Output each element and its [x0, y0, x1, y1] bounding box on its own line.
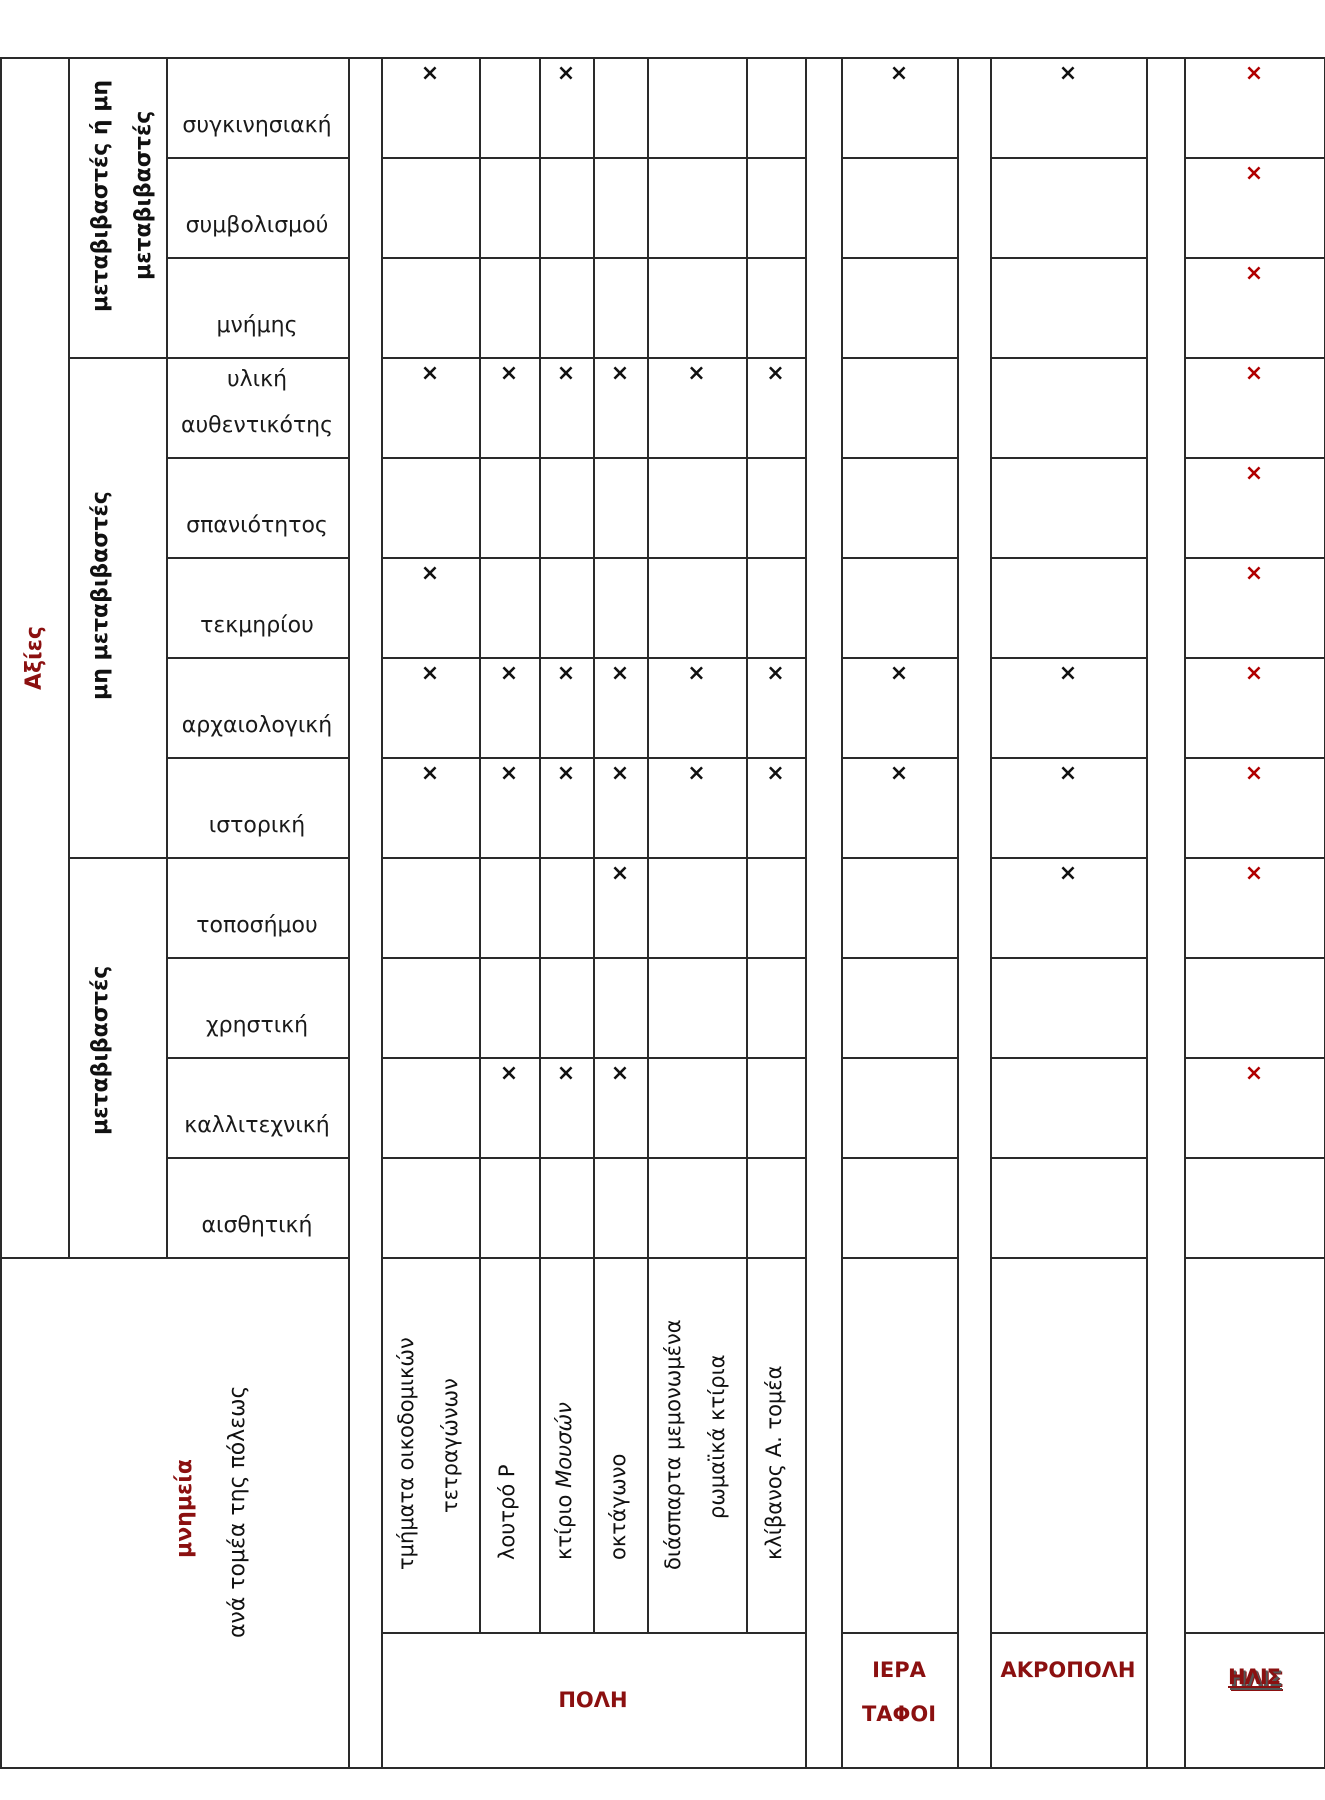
check-mark-icon: × — [1058, 861, 1078, 886]
value-row-label: σπανιότητος — [186, 513, 328, 538]
table-border-line — [166, 257, 348, 259]
check-mark-icon: × — [1058, 61, 1078, 86]
table-border-line — [990, 557, 1146, 559]
table-border-line — [1184, 1632, 1324, 1634]
value-row-label: συμβολισμού — [185, 213, 329, 238]
table-border-line — [841, 657, 957, 659]
group-label-transferable-or-not-line2: μεταβιβαστές — [131, 110, 156, 280]
axis-label-values: Αξίες — [22, 626, 47, 690]
table-border-line — [593, 57, 595, 1632]
check-mark-icon: × — [1244, 461, 1264, 486]
table-border-line — [1184, 57, 1186, 1767]
table-border-line — [166, 557, 348, 559]
check-mark-icon: × — [499, 361, 519, 386]
table-border-line — [990, 457, 1146, 459]
table-border-line — [1184, 1057, 1324, 1059]
table-border-line — [68, 57, 70, 1257]
check-mark-icon: × — [889, 661, 909, 686]
check-mark-icon: × — [420, 61, 440, 86]
check-mark-icon: × — [1244, 561, 1264, 586]
table-border-line — [381, 57, 383, 1767]
monument-name-text: οκτάγωνο — [606, 1453, 630, 1560]
monument-name-label — [762, 1366, 786, 1561]
monument-name-label — [661, 1319, 685, 1570]
monument-name-text: κτίριο — [552, 1487, 576, 1560]
value-row-label: ιστορική — [208, 813, 306, 838]
monument-name-text: διάσπαρτα μεμονωμένα — [660, 1319, 685, 1570]
table-border-line — [1184, 657, 1324, 659]
check-mark-icon: × — [1244, 61, 1264, 86]
table-border-line — [1184, 757, 1324, 759]
check-mark-icon: × — [420, 661, 440, 686]
monument-name-label — [495, 1464, 519, 1560]
value-row-label: χρηστική — [205, 1013, 309, 1038]
table-border-line — [841, 257, 957, 259]
check-mark-icon: × — [1244, 1061, 1264, 1086]
table-border-line — [990, 57, 992, 1767]
check-mark-icon: × — [499, 761, 519, 786]
check-mark-icon: × — [687, 661, 706, 686]
value-row-label-line1: υλική — [226, 367, 288, 392]
check-mark-icon: × — [420, 561, 440, 586]
table-border-line — [0, 1257, 348, 1259]
check-mark-icon: × — [687, 361, 706, 386]
check-mark-icon: × — [1058, 661, 1078, 686]
monuments-header-title: μνημεία — [172, 1459, 197, 1558]
table-border-line — [841, 857, 957, 859]
check-mark-icon: × — [889, 761, 909, 786]
value-row-label: αισθητική — [201, 1213, 313, 1238]
table-border-line — [1184, 457, 1324, 459]
check-mark-icon: × — [499, 661, 519, 686]
table-border-line — [166, 1157, 348, 1159]
table-border-line — [990, 857, 1146, 859]
table-border-line — [841, 557, 957, 559]
table-border-line — [348, 57, 1324, 59]
region-label-poli: ΠΟΛΗ — [558, 1688, 628, 1712]
table-border-line — [990, 157, 1146, 159]
table-border-line — [990, 357, 1146, 359]
value-row-label: μνήμης — [216, 313, 298, 338]
table-border-line — [0, 57, 349, 59]
check-mark-icon: × — [610, 1061, 630, 1086]
group-label-transferable-or-not-line1: μεταβιβαστές ή μη — [88, 79, 113, 312]
table-border-line — [990, 757, 1146, 759]
table-border-line — [841, 457, 957, 459]
table-border-line — [1184, 1257, 1324, 1259]
region-label-ilis: ΗΛΙΣ — [1228, 1665, 1280, 1689]
table-border-line — [539, 57, 541, 1632]
table-border-line — [166, 957, 348, 959]
check-mark-icon: × — [610, 361, 630, 386]
value-row-label: καλλιτεχνική — [184, 1113, 330, 1138]
monument-name-text: λουτρό Ρ — [495, 1464, 519, 1560]
table-border-line — [1184, 857, 1324, 859]
table-border-line — [166, 857, 348, 859]
check-mark-icon: × — [1058, 761, 1078, 786]
table-border-line — [746, 57, 748, 1632]
check-mark-icon: × — [556, 1061, 576, 1086]
monument-name-italic: Μουσών — [552, 1402, 576, 1488]
table-border-line — [1146, 57, 1148, 1767]
table-border-line — [805, 57, 807, 1767]
table-border-line — [990, 1257, 1146, 1259]
table-border-line — [647, 57, 649, 1632]
check-mark-icon: × — [766, 361, 785, 386]
table-border-line — [1184, 957, 1324, 959]
table-border-line — [841, 1057, 957, 1059]
check-mark-icon: × — [1244, 661, 1264, 686]
check-mark-icon: × — [420, 761, 440, 786]
check-mark-icon: × — [1244, 261, 1264, 286]
monument-name-text: τμήματα οικοδομικών — [394, 1337, 418, 1570]
table-border-line — [348, 57, 350, 1767]
region-label-iera-line2: ΤΑΦΟΙ — [861, 1702, 937, 1726]
table-border-line — [1184, 557, 1324, 559]
region-label-iera-line1: ΙΕΡΑ — [872, 1658, 926, 1682]
check-mark-icon: × — [556, 61, 576, 86]
table-border-line — [990, 1157, 1146, 1159]
monument-name-text: ρωμαϊκά κτίρια — [704, 1354, 729, 1519]
monument-name-label — [606, 1454, 630, 1560]
check-mark-icon: × — [556, 661, 576, 686]
check-mark-icon: × — [499, 1061, 519, 1086]
table-border-line — [479, 57, 481, 1632]
table-border-line — [841, 357, 957, 359]
table-border-line — [381, 1632, 805, 1634]
table-border-line — [841, 57, 843, 1767]
monument-name-text: τετραγώνων — [438, 1378, 462, 1513]
check-mark-icon: × — [1244, 761, 1264, 786]
table-border-line — [166, 657, 348, 659]
group-label-transferable: μεταβιβαστές — [88, 965, 113, 1135]
table-border-line — [166, 157, 348, 159]
monument-name-label — [705, 1354, 729, 1519]
table-border-line — [841, 757, 957, 759]
table-border-line — [166, 757, 348, 759]
check-mark-icon: × — [766, 661, 785, 686]
table-border-line — [0, 1767, 1325, 1769]
value-row-label: αρχαιολογική — [181, 713, 333, 738]
group-label-non-transferable: μη μεταβιβαστές — [88, 491, 113, 700]
monument-name-label — [552, 1402, 576, 1560]
monument-name-label — [394, 1337, 418, 1570]
check-mark-icon: × — [1244, 361, 1264, 386]
check-mark-icon: × — [556, 361, 576, 386]
table-border-line — [1184, 257, 1324, 259]
value-row-label: τεκμηρίου — [200, 613, 314, 638]
table-border-line — [957, 57, 959, 1767]
check-mark-icon: × — [556, 761, 576, 786]
check-mark-icon: × — [610, 761, 630, 786]
check-mark-icon: × — [420, 361, 440, 386]
region-label-akropoli: ΑΚΡΟΠΟΛΗ — [1000, 1658, 1136, 1682]
table-border-line — [990, 657, 1146, 659]
table-border-line — [841, 157, 957, 159]
table-border-line — [841, 1632, 957, 1634]
monument-name-label — [438, 1378, 462, 1513]
table-border-line — [0, 57, 2, 1767]
check-mark-icon: × — [610, 661, 630, 686]
table-border-line — [990, 1632, 1146, 1634]
check-mark-icon: × — [687, 761, 706, 786]
check-mark-icon: × — [889, 61, 909, 86]
check-mark-icon: × — [1244, 161, 1264, 186]
monuments-header-subtitle: ανά τομέα της πόλεως — [225, 1385, 250, 1638]
table-border-line — [1184, 357, 1324, 359]
table-border-line — [990, 257, 1146, 259]
table-border-line — [166, 457, 348, 459]
table-border-line — [841, 957, 957, 959]
value-row-label: συγκινησιακή — [182, 113, 332, 138]
table-border-line — [166, 1057, 348, 1059]
check-mark-icon: × — [1244, 861, 1264, 886]
check-mark-icon: × — [610, 861, 630, 886]
table-border-line — [990, 957, 1146, 959]
value-row-label: τοποσήμου — [196, 913, 318, 938]
monument-name-text: κλίβανος Α. τομέα — [761, 1365, 786, 1560]
table-border-line — [841, 1157, 957, 1159]
value-row-label-line2: αυθεντικότης — [180, 413, 334, 438]
table-border-line — [990, 1057, 1146, 1059]
check-mark-icon: × — [766, 761, 785, 786]
table-border-line — [1184, 1157, 1324, 1159]
table-border-line — [841, 1257, 957, 1259]
table-border-line — [1184, 157, 1324, 159]
